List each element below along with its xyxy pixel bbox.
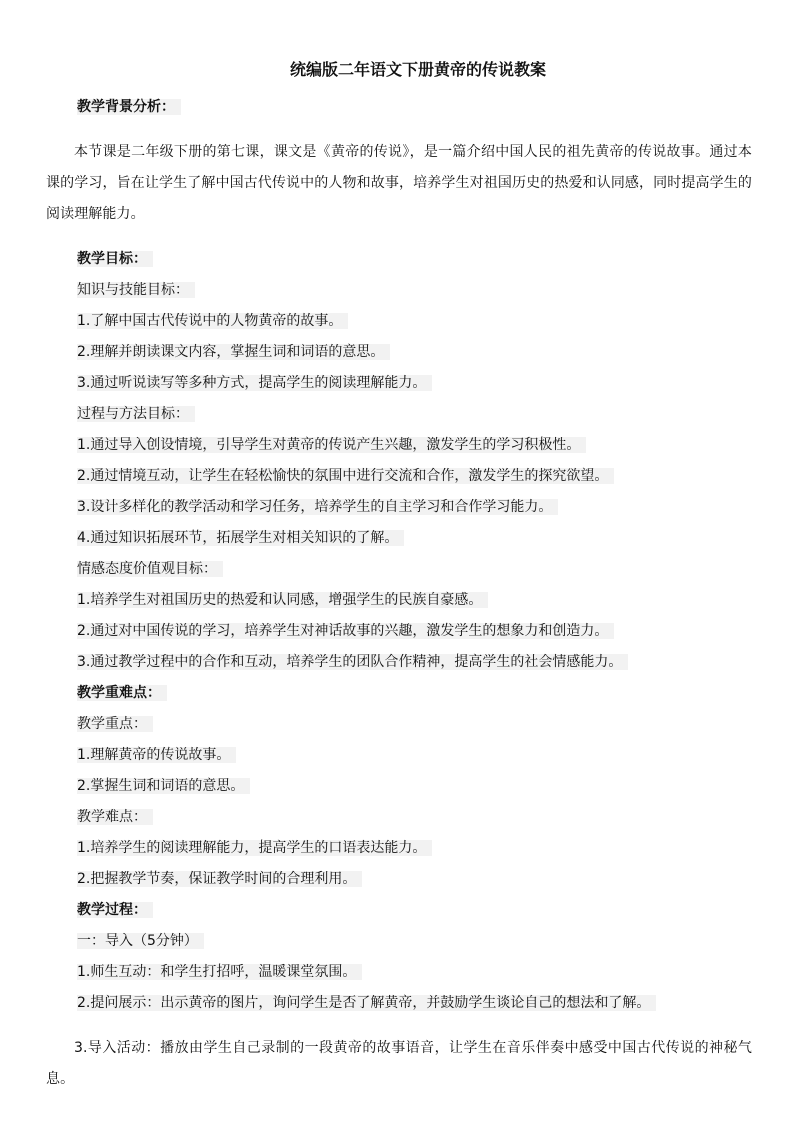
list-item: 4.通过知识拓展环节，拓展学生对相关知识的了解。 (46, 523, 752, 554)
subheading-intro: 一：导入（5分钟） (46, 926, 752, 957)
list-item: 1.了解中国古代传说中的人物黄帝的故事。 (46, 306, 752, 337)
list-item: 3.通过教学过程中的合作和互动，培养学生的团队合作精神，提高学生的社会情感能力。 (46, 647, 752, 678)
list-item: 2.把握教学节奏，保证教学时间的合理利用。 (46, 864, 752, 895)
subheading-emotion: 情感态度价值观目标： (46, 554, 752, 585)
section-heading-goals: 教学目标： (46, 244, 752, 275)
list-item: 1.师生互动：和学生打招呼，温暖课堂氛围。 (46, 957, 752, 988)
document-title: 统编版二年语文下册黄帝的传说教案 (289, 60, 546, 79)
subheading-knowledge: 知识与技能目标： (46, 275, 752, 306)
list-item: 1.培养学生的阅读理解能力，提高学生的口语表达能力。 (46, 833, 752, 864)
list-item: 3.导入活动：播放由学生自己录制的一段黄帝的故事语音，让学生在音乐伴奏中感受中国古代传说的神秘气息。 (46, 1040, 752, 1087)
list-item: 2.提问展示：出示黄帝的图片，询问学生是否了解黄帝，并鼓励学生谈论自己的想法和了解。 (46, 988, 752, 1019)
list-item: 1.通过导入创设情境，引导学生对黄帝的传说产生兴趣，激发学生的学习积极性。 (46, 430, 752, 461)
subheading-focus: 教学重点： (46, 709, 752, 740)
document-body (46, 92, 752, 1109)
list-item: 2.通过对中国传说的学习，培养学生对神话故事的兴趣，激发学生的想象力和创造力。 (46, 616, 752, 647)
section-heading-keypoints: 教学重难点： (46, 678, 752, 709)
list-item: 1.培养学生对祖国历史的热爱和认同感，增强学生的民族自豪感。 (46, 585, 752, 616)
background-paragraph: 本节课是二年级下册的第七课，课文是《黄帝的传说》，是一篇介绍中国人民的祖先黄帝的传说故事。通过本课的学习，旨在让学生了解中国古代传说中的人物和故事，培养学生对祖国历史的热爱和认同感，同时提高学生的阅读理解能力。 (46, 144, 752, 222)
subheading-process: 过程与方法目标： (46, 399, 752, 430)
list-item: 2.掌握生词和词语的意思。 (46, 771, 752, 802)
list-item: 2.通过情境互动，让学生在轻松愉快的氛围中进行交流和合作，激发学生的探究欲望。 (46, 461, 752, 492)
section-heading-process: 教学过程： (46, 895, 752, 926)
section-heading-background: 教学背景分析： (46, 92, 752, 123)
list-item: 3.通过听说读写等多种方式，提高学生的阅读理解能力。 (46, 368, 752, 399)
list-item: 1.理解黄帝的传说故事。 (46, 740, 752, 771)
subheading-difficulty: 教学难点： (46, 802, 752, 833)
list-item: 2.理解并朗读课文内容，掌握生词和词语的意思。 (46, 337, 752, 368)
list-item: 3.设计多样化的教学活动和学习任务，培养学生的自主学习和合作学习能力。 (46, 492, 752, 523)
